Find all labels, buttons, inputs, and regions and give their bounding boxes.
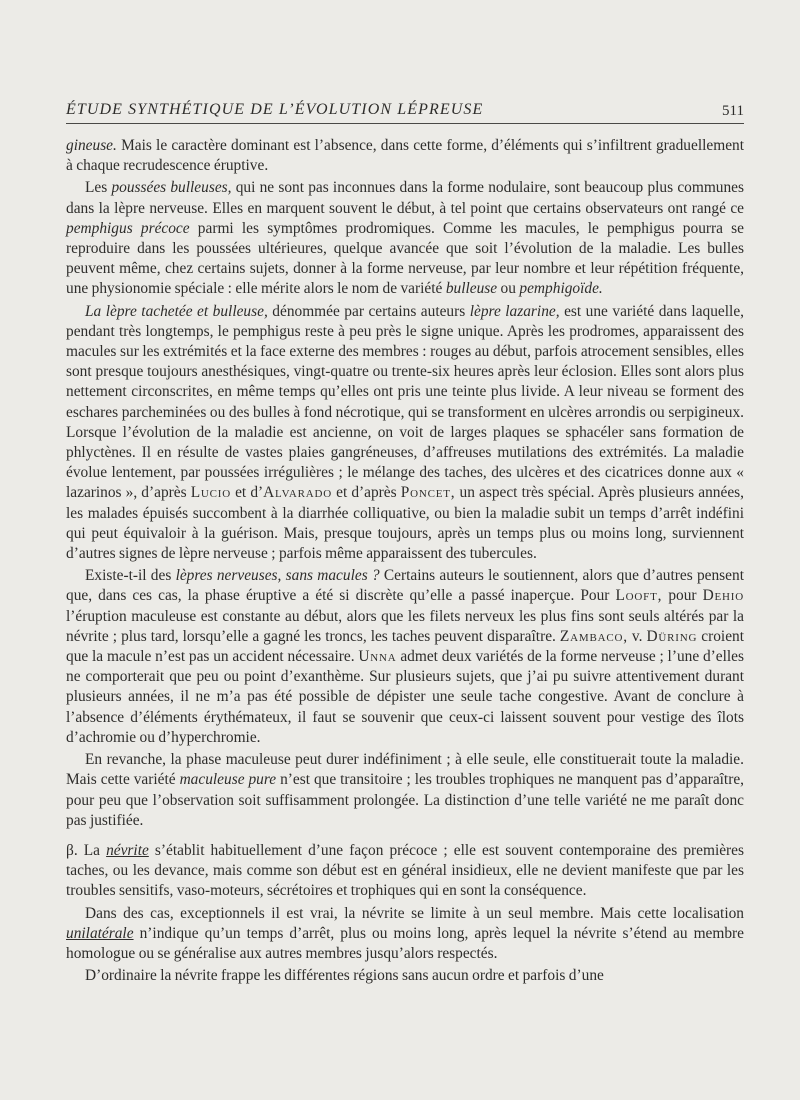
page-number: 511 bbox=[722, 103, 744, 119]
italic-term: lèpre lazarine, bbox=[469, 302, 560, 320]
author-name: Poncet, bbox=[400, 484, 456, 502]
text-run: est une variété dans laquelle, pendant très longtemps, le pemphigus reste à peu près le signe unique. Après les prodromes, apparaissent des macules sur les extrémités et la face externe des membres : rouges au début, parfois atrocement sensibles, elles sont presque toujours anesthésiques, vingt-quatre ou trente-six heures après leur éclosion. Elles sont alors plus nettement circonscrites, en même temps qu’elles ont pris une teinte plus livide. A leur niveau se forment des eschares parcheminées ou des bulles à fond nécrotique, qui se transforment en ulcères arrondis ou serpigineux. Lorsque l’évolution de la maladie est ancienne, on voit de larges plaques se sphacéler sans formation de phlyctènes. Il en résulte de vastes plaies gangréneuses, d’affreuses mutilations des extrémités. La maladie évolue lentement, par poussées irrégulières ; le mélange des taches, des ulcères et des cicatrices donne aux « lazarinos », d’après bbox=[66, 302, 744, 502]
text-run: Les bbox=[85, 179, 112, 197]
text-run: En revanche, la phase maculeuse peut durer indéfiniment ; à elle seule, elle constituerait toute la maladie. Mais cette variété bbox=[66, 751, 744, 789]
text-run: ou bbox=[497, 280, 520, 298]
text-run: n’est que transitoire ; les troubles trophiques ne manquent pas d’apparaître, pour peu que l’observation soit suffisamment prolongée. La distinction d’une telle variété ne me paraît donc pas justifiée. bbox=[66, 771, 745, 829]
text-run: parmi les symptômes prodromiques. Comme les macules, le pemphigus pourra se reproduire dans les poussées ultérieures, quelque avancée que soit l’évolution de la maladie. Les bulles peuvent même, chez certains sujets, donner à la forme nerveuse, par leur nombre et leur répétition fréquente, une physionomie spéciale : elle mérite alors le nom de variété bbox=[66, 219, 744, 298]
italic-term: pemphigus précoce bbox=[66, 219, 190, 237]
italic-term: maculeuse pure bbox=[179, 771, 277, 789]
paragraph-6 bbox=[66, 841, 744, 902]
paragraph-5 bbox=[66, 750, 744, 831]
author-name: Looft, bbox=[615, 587, 663, 605]
paragraph-2 bbox=[66, 178, 744, 299]
running-title: ÉTUDE SYNTHÉTIQUE DE L’ÉVOLUTION LÉPREUSE bbox=[66, 101, 484, 118]
italic-term: pemphigoïde. bbox=[519, 280, 603, 298]
text-run: qui ne sont pas inconnues dans la forme nodulaire, sont beaucoup plus communes dans la lèpre nerveuse. Elles en marquent souvent le début, à tel point que certains observateurs ont rangé ce bbox=[66, 179, 744, 217]
italic-term: lèpres nerveuses, sans macules ? bbox=[175, 567, 380, 585]
paragraph-1 bbox=[66, 136, 744, 176]
italic-term: La lèpre tachetée et bulleuse, bbox=[85, 302, 268, 320]
paragraph-8 bbox=[66, 966, 744, 986]
text-run: Existe-t-il des bbox=[85, 567, 176, 585]
text-run: dénommée par certains auteurs bbox=[267, 302, 470, 320]
author-name: Unna bbox=[358, 648, 397, 666]
author-name: Düring bbox=[646, 627, 698, 645]
text-run: Dans des cas, exceptionnels il est vrai, la névrite se limite à un seul membre. Mais cette localisation bbox=[85, 904, 744, 922]
italic-term: unilatérale bbox=[66, 924, 134, 942]
paragraph-3 bbox=[66, 302, 744, 565]
text-run: croient que la macule n’est pas un accident nécessaire. bbox=[66, 627, 744, 666]
body-text bbox=[66, 136, 744, 988]
text-run: l’éruption maculeuse est constante au début, alors que les filets nerveux les plus fins sont seuls altérés par la névrite ; plus tard, lorsqu’elle a gagné les troncs, les taches peuvent disparaître. bbox=[66, 607, 744, 645]
paragraph-4 bbox=[66, 566, 744, 748]
author-name: Dehio bbox=[702, 587, 744, 605]
page-header bbox=[66, 101, 744, 124]
text-run: D’ordinaire la névrite frappe les différentes régions sans aucun ordre et parfois d’une bbox=[85, 967, 604, 985]
paragraph-7 bbox=[66, 904, 744, 965]
italic-term: gineuse. bbox=[66, 137, 117, 154]
text-run: un aspect très spécial. Après plusieurs années, les malades épuisés succombent à la diarrhée colliquative, ou bien la maladie subit un temps d’arrêt indéfini qui peut équivaloir à la guérison. Mais, presque toujours, après un temps plus ou moins long, surviennent d’autres signes de lèpre nerveuse ; parfois même apparaissent des tubercules. bbox=[66, 484, 744, 563]
text-run: admet deux variétés de la forme nerveuse ; l’une d’elles ne comporterait que peu ou point d’exanthème. Sur plusieurs sujets, que j’ai pu suivre attentivement durant plusieurs années, il ne m’a pas été possible de dépister une seule tache congestive. Avant de conclure à l’absence d’éléments érythémateux, il faut se souvenir que ceux-ci laissent souvent pour vestige des îlots d’achromie ou d’hyperchromie. bbox=[66, 648, 744, 746]
text-run: n’indique qu’un temps d’arrêt, plus ou moins long, après lequel la névrite s’étend au membre homologue ou se généralise aux autres membres jusqu’alors respectés. bbox=[66, 924, 744, 962]
author-name: Zambaco, bbox=[559, 627, 628, 645]
text-run: Mais le caractère dominant est l’absence, dans cette forme, d’éléments qui s’infiltrent graduellement à chaque recrudescence éruptive. bbox=[66, 137, 744, 175]
text-run: pour bbox=[662, 587, 703, 605]
text-run: et d’après bbox=[332, 484, 401, 502]
text-run: Certains auteurs le soutiennent, alors que d’autres pensent que, dans ces cas, la phase éruptive a été si discrète qu’elle a passé inaperçue. Pour bbox=[66, 567, 744, 605]
text-run: v. bbox=[627, 627, 647, 645]
text-run: β. La bbox=[66, 841, 107, 859]
author-name: Alvarado bbox=[263, 484, 333, 502]
italic-term: bulleuse bbox=[445, 280, 498, 298]
text-run: s’établit habituellement d’une façon précoce ; elle est souvent contemporaine des premières taches, ou les devance, mais comme son début est en général insidieux, elle ne devient manifeste que par les troubles sensitifs, vaso-moteurs, sécrétoires et trophiques qui en sont la conséquence. bbox=[66, 841, 744, 900]
author-name: Lucio bbox=[190, 484, 231, 502]
italic-term: névrite bbox=[106, 841, 149, 859]
text-run: et d’ bbox=[231, 484, 264, 502]
italic-term: poussées bulleuses, bbox=[111, 179, 232, 197]
